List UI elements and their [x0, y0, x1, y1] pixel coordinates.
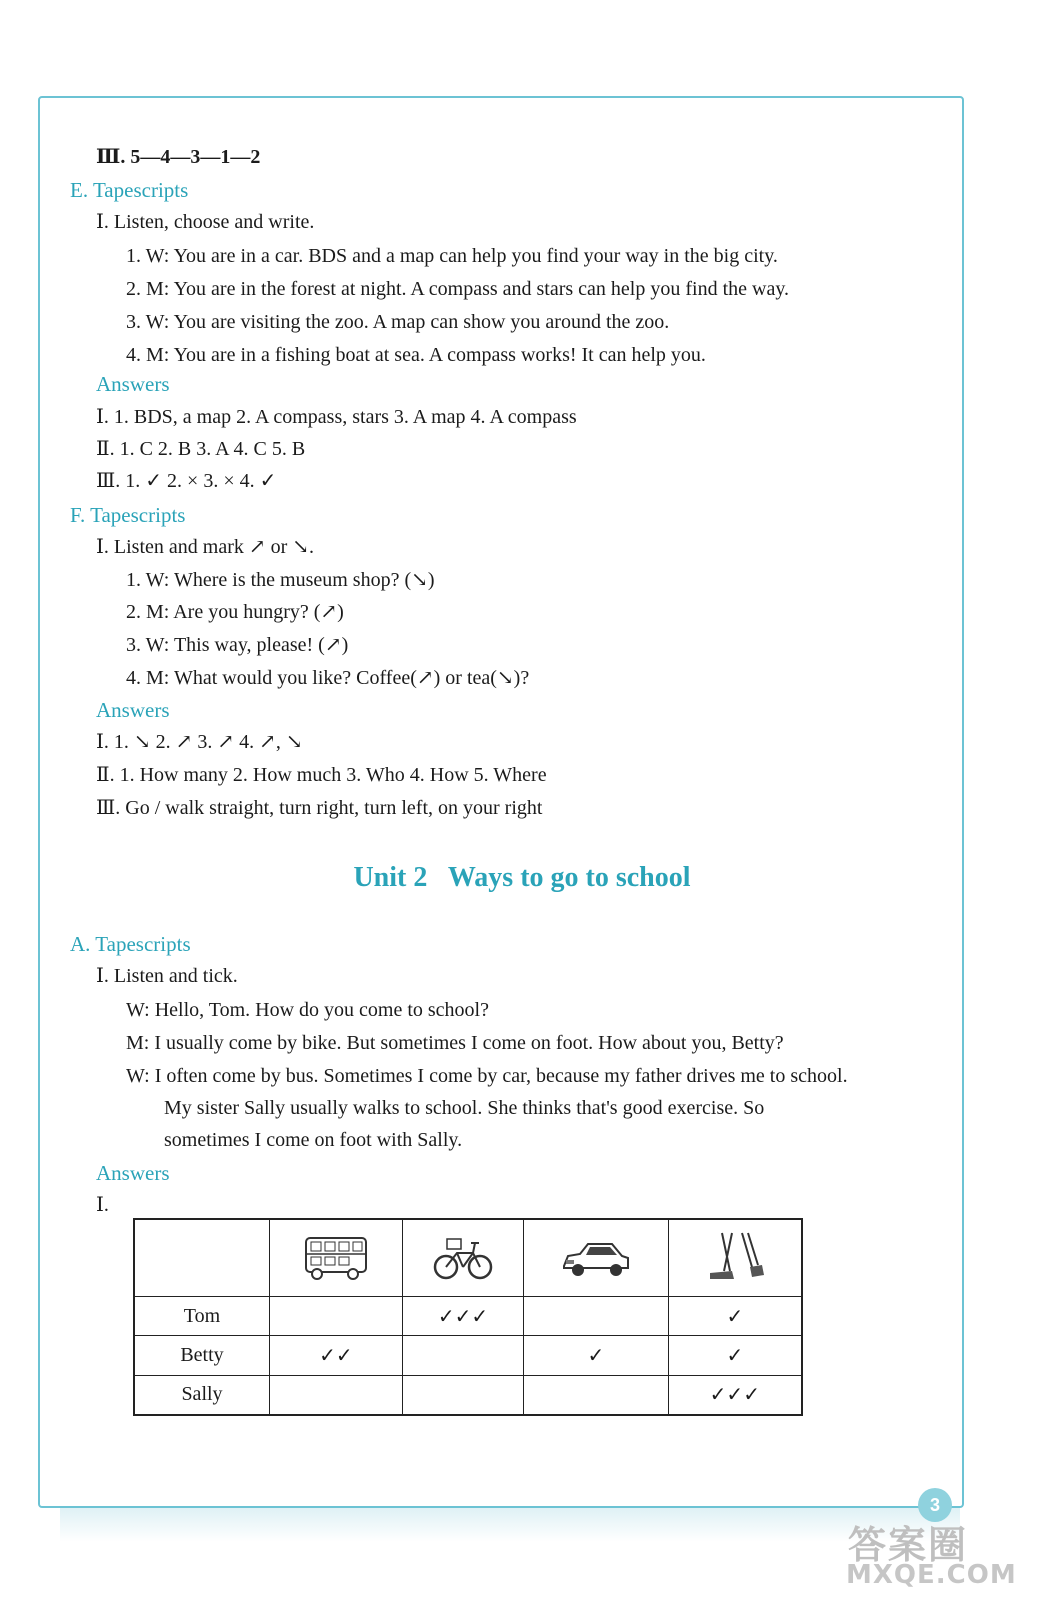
d-answer-iii: Ⅲ. 5—4—3—1—2 — [96, 146, 261, 168]
section-a-answers-heading: Answers — [96, 1161, 170, 1185]
tick-cell — [270, 1375, 403, 1415]
car-column-header — [524, 1219, 668, 1297]
tick-cell — [524, 1297, 668, 1336]
row-name: Sally — [134, 1375, 270, 1415]
bus-column-header — [270, 1219, 403, 1297]
dialogue-line-5: sometimes I come on foot with Sally. — [164, 1129, 463, 1151]
tick-cell: ✓ — [668, 1297, 802, 1336]
bike-column-header — [402, 1219, 523, 1297]
table-header-row — [134, 1219, 802, 1297]
dialogue-line-4: My sister Sally usually walks to school. She thinks that's good exercise. So — [164, 1097, 765, 1119]
dialogue-line-2: M: I usually come by bike. But sometimes I come on foot. How about you, Betty? — [126, 1032, 784, 1054]
section-a-heading: A. Tapescripts — [70, 932, 191, 956]
row-name: Betty — [134, 1336, 270, 1375]
section-e-item-1: 1. W: You are in a car. BDS and a map can help you find your way in the big city. — [126, 245, 778, 267]
section-e-answers-heading: Answers — [96, 372, 170, 396]
walking-icon — [702, 1231, 768, 1285]
tick-cell: ✓✓✓ — [668, 1375, 802, 1415]
section-e-answer-3: Ⅲ. 1. ✓ 2. × 3. × 4. ✓ — [96, 470, 277, 492]
table-corner-cell — [134, 1219, 270, 1297]
unit-title: Unit 2 Ways to go to school — [353, 862, 691, 893]
section-e-item-2: 2. M: You are in the forest at night. A compass and stars can help you find the way. — [126, 278, 790, 300]
section-f-answer-2: Ⅱ. 1. How many 2. How much 3. Who 4. How 5. Where — [96, 764, 547, 786]
row-name: Tom — [134, 1297, 270, 1336]
bike-icon — [433, 1233, 493, 1283]
section-e-item-3: 3. W: You are visiting the zoo. A map can show you around the zoo. — [126, 311, 670, 333]
page-number: 3 — [918, 1488, 952, 1522]
section-e-answer-2: Ⅱ. 1. C 2. B 3. A 4. C 5. B — [96, 438, 306, 460]
tick-cell: ✓ — [524, 1336, 668, 1375]
section-f-item-3: 3. W: This way, please! (↗) — [126, 634, 349, 656]
table-row — [134, 1375, 802, 1415]
section-f-answer-3: Ⅲ. Go / walk straight, turn right, turn left, on your right — [96, 797, 543, 819]
tick-cell: ✓✓ — [270, 1336, 403, 1375]
bus-icon — [303, 1234, 369, 1282]
footer-band — [60, 1508, 960, 1542]
tick-cell: ✓ — [668, 1336, 802, 1375]
table-row — [134, 1297, 802, 1336]
watermark-logo: 答案圈 — [848, 1523, 969, 1567]
section-a-answer-label: Ⅰ. — [96, 1194, 109, 1216]
section-f-part1: Ⅰ. Listen and mark ↗ or ↘. — [96, 536, 315, 558]
dialogue-line-1: W: Hello, Tom. How do you come to school? — [126, 999, 489, 1021]
tick-cell — [402, 1336, 523, 1375]
section-f-answers-heading: Answers — [96, 698, 170, 722]
section-e-part1: Ⅰ. Listen, choose and write. — [96, 211, 315, 233]
tick-cell — [402, 1375, 523, 1415]
section-f-item-2: 2. M: Are you hungry? (↗) — [126, 601, 344, 623]
section-f-answer-1: Ⅰ. 1. ↘ 2. ↗ 3. ↗ 4. ↗, ↘ — [96, 731, 303, 753]
section-e-heading: E. Tapescripts — [70, 178, 189, 202]
tick-cell — [270, 1297, 403, 1336]
dialogue-line-3: W: I often come by bus. Sometimes I come by car, because my father drives me to school. — [126, 1065, 848, 1087]
answer-table — [133, 1218, 803, 1416]
table-row — [134, 1336, 802, 1375]
tick-cell — [524, 1375, 668, 1415]
section-a-part1: Ⅰ. Listen and tick. — [96, 965, 238, 987]
car-icon — [560, 1236, 632, 1280]
section-f-item-1: 1. W: Where is the museum shop? (↘) — [126, 569, 435, 591]
tick-cell: ✓✓✓ — [402, 1297, 523, 1336]
walking-column-header — [668, 1219, 802, 1297]
section-e-item-4: 4. M: You are in a fishing boat at sea. A compass works! It can help you. — [126, 344, 706, 366]
watermark-url: MXQE.COM — [846, 1560, 1017, 1590]
section-f-heading: F. Tapescripts — [70, 503, 186, 527]
section-f-item-4: 4. M: What would you like? Coffee(↗) or tea(↘)? — [126, 667, 530, 689]
section-e-answer-1: Ⅰ. 1. BDS, a map 2. A compass, stars 3. A map 4. A compass — [96, 406, 577, 428]
